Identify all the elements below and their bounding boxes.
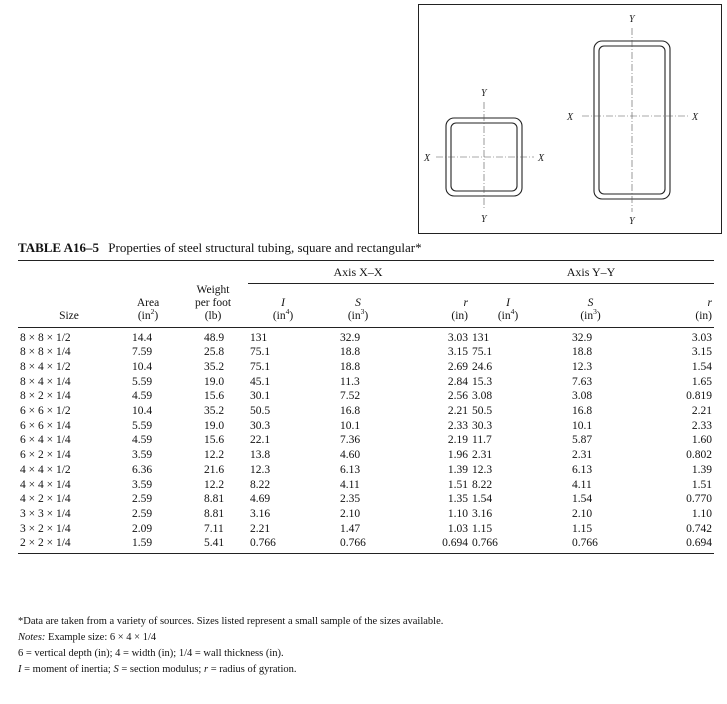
cell-i-yy: 3.16 bbox=[472, 507, 493, 520]
cell-s-xx: 7.52 bbox=[340, 390, 361, 403]
cell-s-xx: 11.3 bbox=[340, 375, 360, 388]
table-row bbox=[18, 327, 714, 345]
cell-weight: 35.2 bbox=[204, 405, 225, 418]
cell-i-yy: 131 bbox=[472, 331, 490, 344]
cell-s-xx: 0.766 bbox=[318, 536, 398, 553]
table-body bbox=[18, 327, 714, 554]
properties-table bbox=[18, 260, 714, 554]
table-row bbox=[18, 375, 714, 390]
cell-r-xx: 1.03 bbox=[447, 522, 468, 535]
table-number: TABLE A16–5 bbox=[18, 240, 100, 255]
cell-r-yy: 1.54 bbox=[691, 360, 712, 373]
cell-weight: 8.81 bbox=[204, 507, 225, 520]
col-i-xx: I $(in^4)$ bbox=[248, 284, 318, 328]
rect-x-label-left: X bbox=[567, 112, 574, 123]
table-title bbox=[18, 240, 422, 256]
cell-s-xx: 32.9 bbox=[340, 331, 361, 344]
cell-i-xx: 50.5 bbox=[250, 405, 271, 418]
cell-r-xx: 2.69 bbox=[447, 360, 468, 373]
cell-i-yy: 0.766 bbox=[468, 536, 548, 553]
cell-size: 6 × 2 × 1/4 bbox=[20, 449, 71, 462]
cell-s-yy: 3.08 bbox=[572, 390, 593, 403]
square-y-label-bottom: Y bbox=[481, 214, 487, 225]
cell-weight: 35.2 bbox=[204, 360, 225, 373]
cell-i-xx: 131 bbox=[250, 331, 268, 344]
cell-size: 4 × 4 × 1/4 bbox=[20, 478, 71, 491]
cell-r-yy: 0.742 bbox=[686, 522, 712, 535]
cell-weight: 48.9 bbox=[204, 331, 225, 344]
cell-s-yy: 7.63 bbox=[572, 375, 593, 388]
cell-area: 7.59 bbox=[132, 346, 153, 359]
cell-i-xx: 4.69 bbox=[250, 493, 271, 506]
cell-r-xx: 1.10 bbox=[447, 507, 468, 520]
cell-s-yy: 2.10 bbox=[572, 507, 593, 520]
cell-s-xx: 6.13 bbox=[340, 463, 361, 476]
cell-size: 4 × 2 × 1/4 bbox=[20, 493, 71, 506]
cell-area: 2.09 bbox=[132, 522, 153, 535]
cell-s-yy: 4.11 bbox=[572, 478, 592, 491]
square-tube-section bbox=[423, 88, 545, 225]
cell-weight: 12.2 bbox=[204, 449, 225, 462]
cell-r-xx: 0.694 bbox=[398, 536, 468, 553]
cell-i-yy: 15.3 bbox=[472, 375, 493, 388]
cell-weight: 19.0 bbox=[204, 375, 225, 388]
cell-i-yy: 24.6 bbox=[472, 360, 493, 373]
cell-i-yy: 12.3 bbox=[472, 463, 493, 476]
notes-example: Notes: Example size: 6 × 4 × 1/4 bbox=[18, 632, 157, 643]
cell-r-yy: 1.65 bbox=[691, 375, 712, 388]
cross-section-diagram bbox=[418, 4, 722, 234]
cell-area: 10.4 bbox=[132, 360, 153, 373]
cell-size: 8 × 8 × 1/4 bbox=[20, 346, 71, 359]
table-caption: Properties of steel structural tubing, square and rectangular* bbox=[108, 240, 422, 255]
cell-i-xx: 12.3 bbox=[250, 463, 271, 476]
cell-weight: 25.8 bbox=[204, 346, 225, 359]
cell-size: 8 × 8 × 1/2 bbox=[20, 331, 71, 344]
cell-s-yy: 32.9 bbox=[572, 331, 593, 344]
cell-size: 3 × 2 × 1/4 bbox=[20, 522, 71, 535]
cell-r-yy: 1.10 bbox=[691, 507, 712, 520]
cell-i-xx: 2.21 bbox=[250, 522, 271, 535]
axis-yy-header: Axis Y–Y bbox=[468, 261, 714, 284]
cell-i-xx: 45.1 bbox=[250, 375, 271, 388]
axis-xx-header: Axis X–X bbox=[248, 261, 468, 284]
cell-i-xx: 22.1 bbox=[250, 434, 271, 447]
cell-s-yy: 6.13 bbox=[572, 463, 593, 476]
cell-r-xx: 2.84 bbox=[447, 375, 468, 388]
cell-size: 8 × 2 × 1/4 bbox=[20, 390, 71, 403]
col-r-yy: r (in) bbox=[633, 284, 714, 328]
square-y-label-top: Y bbox=[481, 88, 487, 99]
cell-s-xx: 18.8 bbox=[340, 346, 361, 359]
cell-i-xx: 8.22 bbox=[250, 478, 271, 491]
cell-s-xx: 2.10 bbox=[340, 507, 361, 520]
cell-i-yy: 30.3 bbox=[472, 419, 493, 432]
square-x-label-right: X bbox=[538, 153, 545, 164]
table-row bbox=[18, 404, 714, 419]
cell-size: 3 × 3 × 1/4 bbox=[20, 507, 71, 520]
cell-area: 6.36 bbox=[132, 463, 153, 476]
cell-size: 6 × 4 × 1/4 bbox=[20, 434, 71, 447]
cell-r-xx: 2.33 bbox=[447, 419, 468, 432]
cell-i-yy: 75.1 bbox=[472, 346, 493, 359]
table-row bbox=[18, 448, 714, 463]
cell-r-yy: 0.802 bbox=[686, 449, 712, 462]
cell-r-xx: 1.96 bbox=[447, 449, 468, 462]
cell-weight: 15.6 bbox=[204, 390, 225, 403]
cell-r-yy: 0.694 bbox=[633, 536, 714, 553]
cell-i-xx: 30.3 bbox=[250, 419, 271, 432]
cell-s-xx: 18.8 bbox=[340, 360, 361, 373]
cell-size: 2 × 2 × 1/4 bbox=[18, 536, 118, 553]
cell-area: 3.59 bbox=[132, 449, 153, 462]
col-i-yy: I $(in^4)$ bbox=[468, 284, 548, 328]
cell-r-yy: 3.03 bbox=[691, 331, 712, 344]
table-row bbox=[18, 345, 714, 360]
cell-s-yy: 12.3 bbox=[572, 360, 593, 373]
cell-s-xx: 10.1 bbox=[340, 419, 361, 432]
rect-y-label-bottom: Y bbox=[629, 216, 635, 227]
cell-r-xx: 1.39 bbox=[447, 463, 468, 476]
cell-s-yy: 10.1 bbox=[572, 419, 593, 432]
cell-i-yy: 3.08 bbox=[472, 390, 493, 403]
cell-s-yy: 2.31 bbox=[572, 449, 593, 462]
cell-r-yy: 2.21 bbox=[691, 405, 712, 418]
cell-s-yy: 0.766 bbox=[548, 536, 633, 553]
cell-weight: 7.11 bbox=[204, 522, 224, 535]
cell-area: 5.59 bbox=[132, 375, 153, 388]
cell-s-yy: 16.8 bbox=[572, 405, 593, 418]
cell-area: 2.59 bbox=[132, 507, 153, 520]
table-row bbox=[18, 522, 714, 537]
cell-i-xx: 3.16 bbox=[250, 507, 271, 520]
cell-i-yy: 1.54 bbox=[472, 493, 493, 506]
table-row bbox=[18, 536, 714, 553]
cell-i-xx: 30.1 bbox=[250, 390, 271, 403]
cell-s-xx: 1.47 bbox=[340, 522, 361, 535]
cell-r-xx: 1.35 bbox=[447, 493, 468, 506]
cell-weight: 8.81 bbox=[204, 493, 225, 506]
cell-i-yy: 2.31 bbox=[472, 449, 493, 462]
cell-s-xx: 7.36 bbox=[340, 434, 361, 447]
cell-i-yy: 50.5 bbox=[472, 405, 493, 418]
cell-s-xx: 16.8 bbox=[340, 405, 361, 418]
cell-i-xx: 75.1 bbox=[250, 346, 271, 359]
footnote: *Data are taken from a variety of sources. Sizes listed represent a small sample of the sizes available. bbox=[18, 616, 444, 627]
cell-i-yy: 8.22 bbox=[472, 478, 493, 491]
table-row bbox=[18, 360, 714, 375]
cell-s-xx: 4.60 bbox=[340, 449, 361, 462]
table-row bbox=[18, 492, 714, 507]
cell-r-xx: 2.19 bbox=[447, 434, 468, 447]
cell-weight: 21.6 bbox=[204, 463, 225, 476]
cell-s-yy: 18.8 bbox=[572, 346, 593, 359]
cell-area: 10.4 bbox=[132, 405, 153, 418]
cell-r-yy: 1.39 bbox=[691, 463, 712, 476]
col-r-xx: r (in) bbox=[398, 284, 468, 328]
notes-symbols: I = moment of inertia; S = section modulus; r = radius of gyration. bbox=[18, 664, 297, 675]
cell-r-xx: 3.15 bbox=[447, 346, 468, 359]
cell-size: 8 × 4 × 1/2 bbox=[20, 360, 71, 373]
cell-r-yy: 3.15 bbox=[691, 346, 712, 359]
notes-dimensions: 6 = vertical depth (in); 4 = width (in); 1/4 = wall thickness (in). bbox=[18, 648, 284, 659]
cell-r-xx: 2.21 bbox=[447, 405, 468, 418]
cell-area: 1.59 bbox=[118, 536, 178, 553]
col-s-yy: S $(in^3)$ bbox=[548, 284, 633, 328]
cell-r-yy: 1.51 bbox=[691, 478, 712, 491]
cell-s-xx: 2.35 bbox=[340, 493, 361, 506]
cell-area: 4.59 bbox=[132, 434, 153, 447]
cell-area: 14.4 bbox=[132, 331, 153, 344]
table-row bbox=[18, 433, 714, 448]
table-row bbox=[18, 507, 714, 522]
cell-size: 6 × 6 × 1/2 bbox=[20, 405, 71, 418]
cell-s-xx: 4.11 bbox=[340, 478, 360, 491]
cell-weight: 15.6 bbox=[204, 434, 225, 447]
col-weight: Weight per foot (lb) bbox=[178, 284, 248, 328]
col-size: Size bbox=[18, 284, 118, 328]
rect-x-label-right: X bbox=[692, 112, 699, 123]
table-row bbox=[18, 419, 714, 434]
cell-weight: 19.0 bbox=[204, 419, 225, 432]
square-x-label-left: X bbox=[424, 153, 431, 164]
table-row bbox=[18, 463, 714, 478]
cell-area: 3.59 bbox=[132, 478, 153, 491]
cell-area: 4.59 bbox=[132, 390, 153, 403]
cell-weight: 12.2 bbox=[204, 478, 225, 491]
cell-i-xx: 13.8 bbox=[250, 449, 271, 462]
cell-s-yy: 1.15 bbox=[572, 522, 593, 535]
cell-size: 4 × 4 × 1/2 bbox=[20, 463, 71, 476]
cell-r-yy: 2.33 bbox=[691, 419, 712, 432]
cell-s-yy: 5.87 bbox=[572, 434, 593, 447]
cell-r-xx: 2.56 bbox=[447, 390, 468, 403]
cell-i-xx: 0.766 bbox=[248, 536, 318, 553]
col-area: Area $(in^2)$ bbox=[118, 284, 178, 328]
table-row bbox=[18, 389, 714, 404]
cell-r-xx: 1.51 bbox=[447, 478, 468, 491]
table-notes bbox=[18, 614, 443, 678]
cell-area: 2.59 bbox=[132, 493, 153, 506]
cell-weight: 5.41 bbox=[178, 536, 248, 553]
table-row bbox=[18, 478, 714, 493]
col-s-xx: S $(in^3)$ bbox=[318, 284, 398, 328]
cell-size: 8 × 4 × 1/4 bbox=[20, 375, 71, 388]
cell-i-yy: 11.7 bbox=[472, 434, 492, 447]
cell-size: 6 × 6 × 1/4 bbox=[20, 419, 71, 432]
rect-y-label-top: Y bbox=[629, 14, 635, 25]
cell-i-yy: 1.15 bbox=[472, 522, 493, 535]
cell-s-yy: 1.54 bbox=[572, 493, 593, 506]
cross-section-figure bbox=[418, 4, 722, 234]
cell-r-yy: 0.770 bbox=[686, 493, 712, 506]
cell-r-yy: 0.819 bbox=[686, 390, 712, 403]
cell-r-xx: 3.03 bbox=[447, 331, 468, 344]
cell-r-yy: 1.60 bbox=[691, 434, 712, 447]
rect-tube-section bbox=[566, 14, 699, 227]
cell-area: 5.59 bbox=[132, 419, 153, 432]
cell-i-xx: 75.1 bbox=[250, 360, 271, 373]
